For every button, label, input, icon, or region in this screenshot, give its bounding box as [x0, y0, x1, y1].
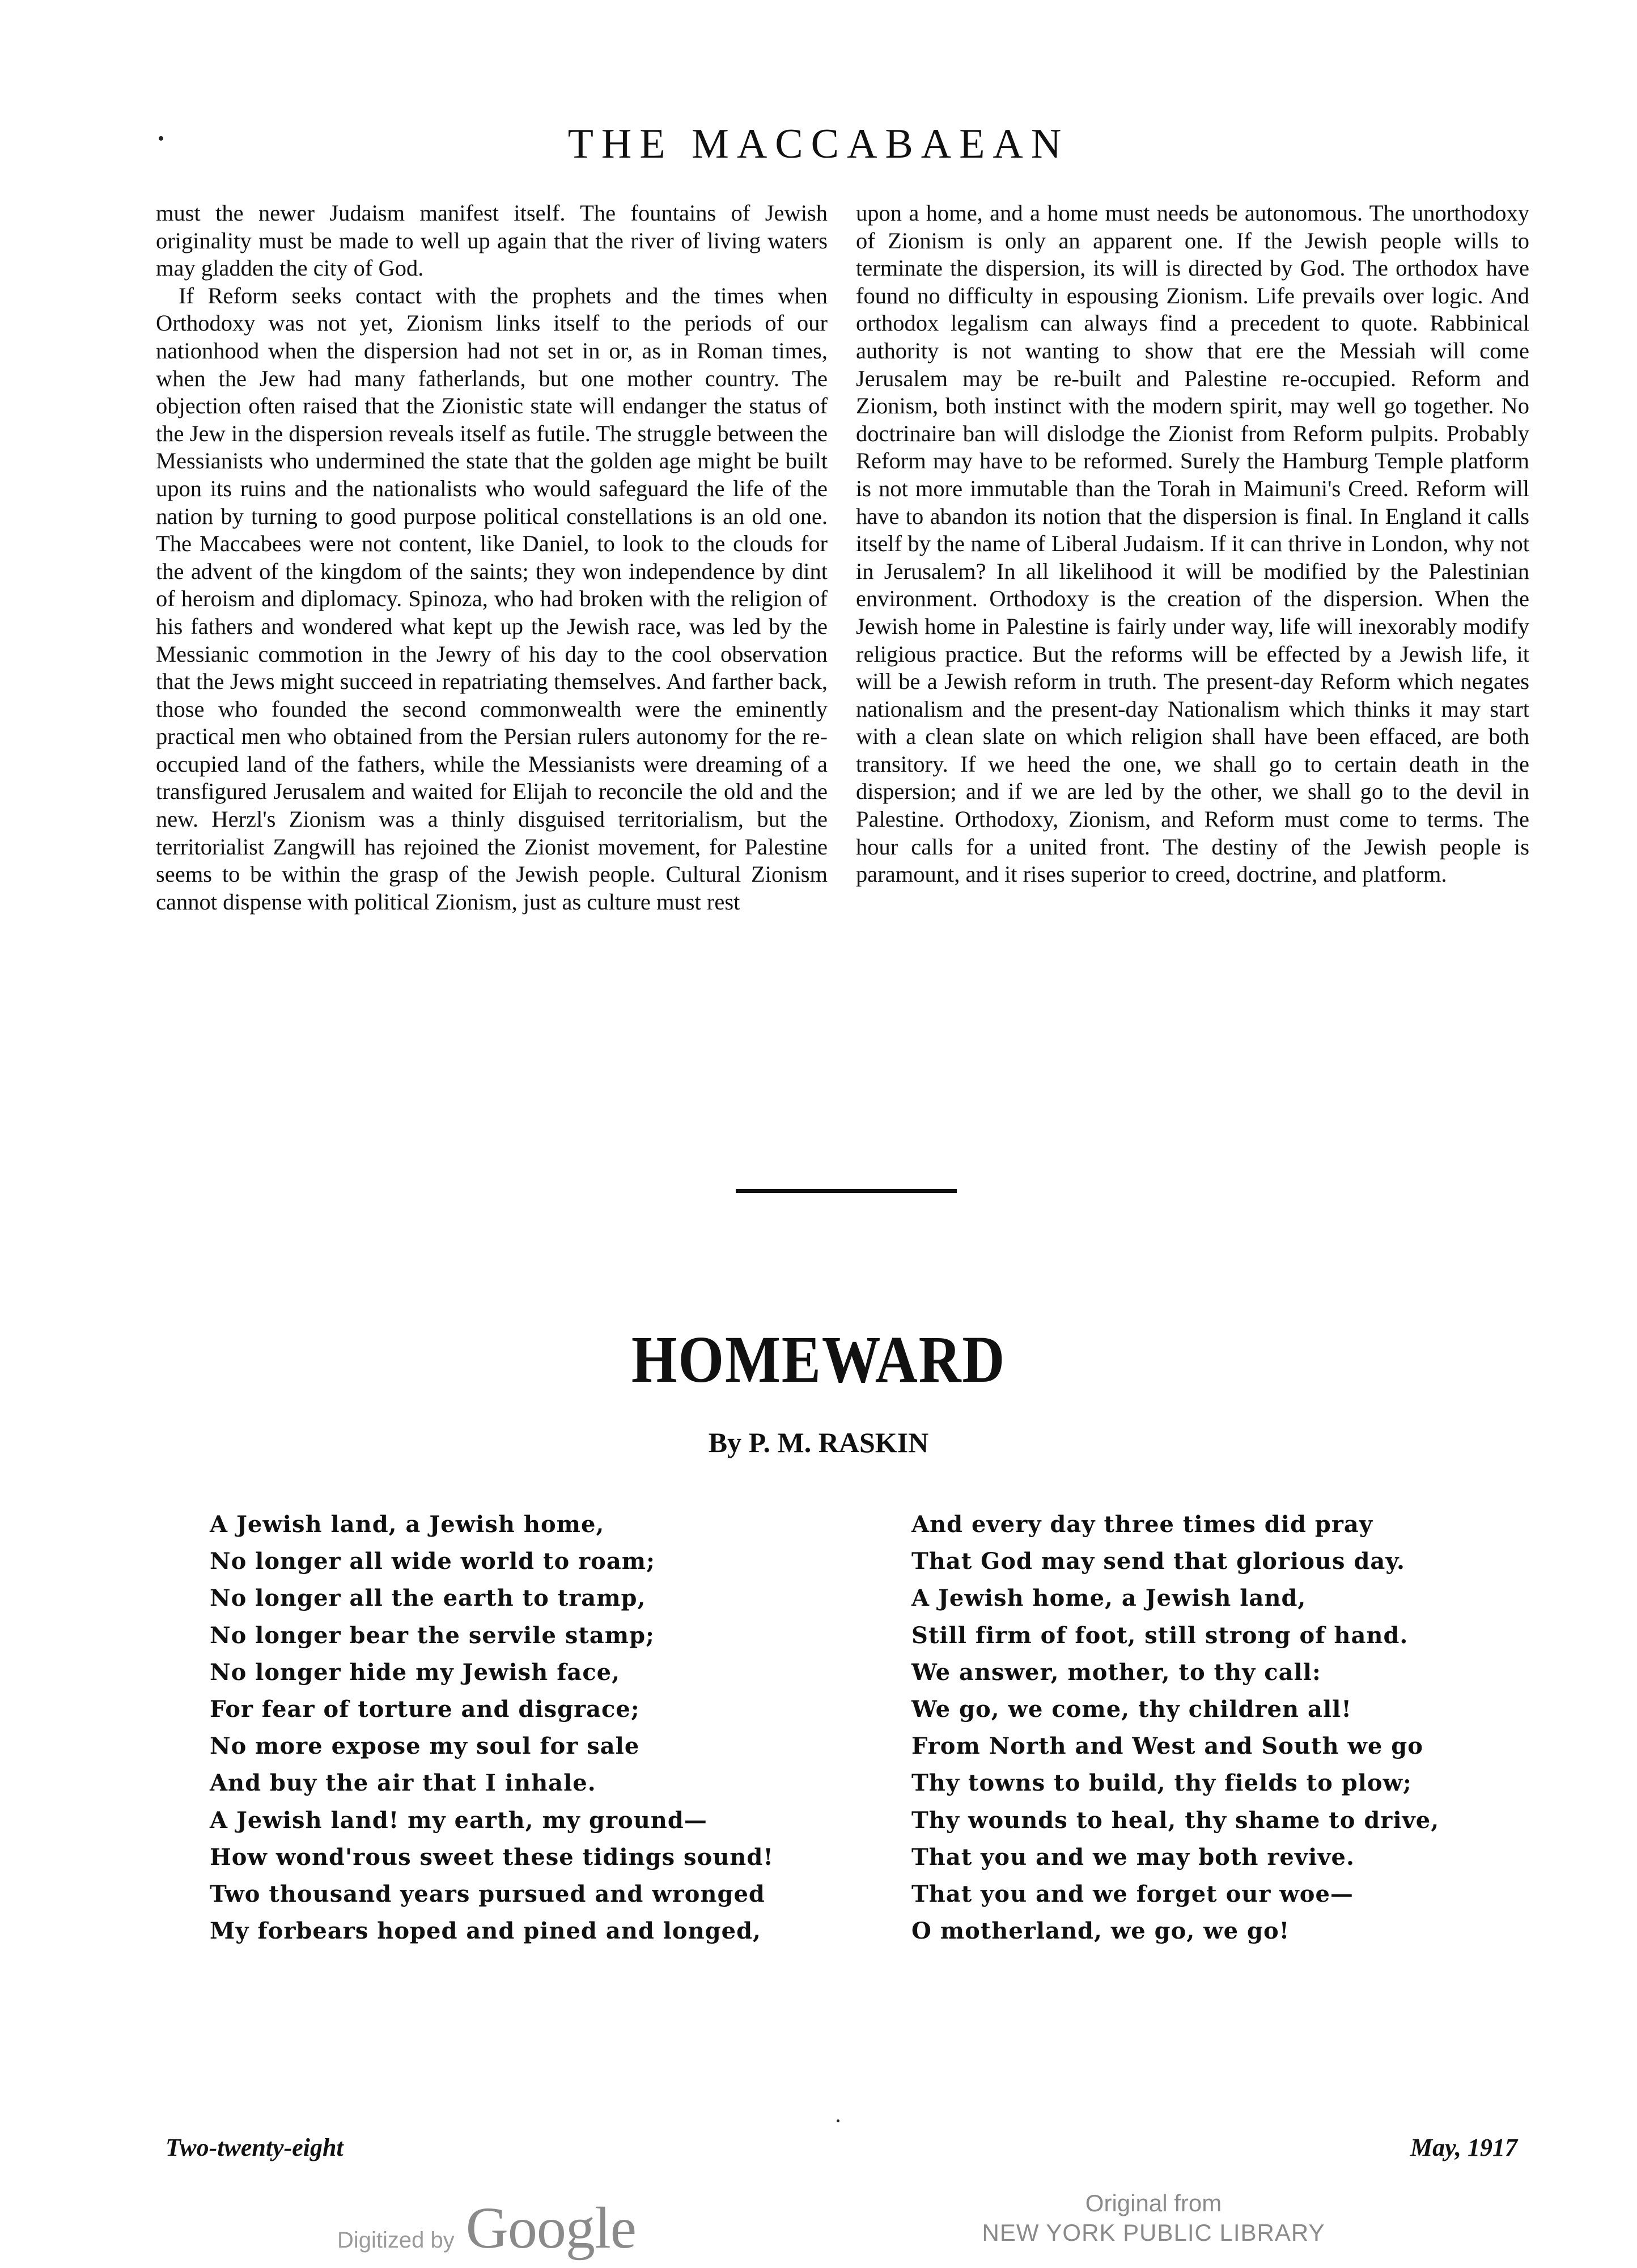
print-speck: [837, 2119, 839, 2122]
poem-line: Thy wounds to heal, thy shame to drive,: [911, 1806, 1440, 1834]
poem-line: Thy towns to build, thy fields to plow;: [911, 1770, 1412, 1797]
poem-line: How wond'rous sweet these tidings sound!: [210, 1843, 774, 1871]
article-left-column: [156, 200, 828, 916]
poem-line: No longer bear the servile stamp;: [210, 1622, 655, 1649]
library-name: NEW YORK PUBLIC LIBRARY: [982, 2219, 1325, 2246]
poem-right-stanza: [911, 1506, 1439, 1949]
original-from-watermark: [981, 2189, 1326, 2248]
article-paragraph: If Reform seeks contact with the prophets and the times when Orthodoxy was not yet, Zionism links itself to the periods of our nationhood when the dispersion had not set in or, as in Roman times, when the Jew had many fatherlands, but one mother country. The objection often raised that the Zionistic state will endanger the status of the Jew in the dispersion reveals itself as futile. The struggle between the Messianists who undermined the state that the golden age might be built upon its ruins and the nationalists who would safeguard the life of the nation by turning to good purpose political constellations is an old one. The Maccabees were not content, like Daniel, to look to the clouds for the advent of the kingdom of the saints; they won independence by dint of heroism and diplomacy. Spinoza, who had broken with the religion of his fathers and wondered what kept up the Jewish race, was led by the Messianic commotion in the Jewry of his day to the cool observation that the Jews might succeed in repatriating themselves. And farther back, those who founded the second commonwealth were the eminently practical men who obtained from the Persian rulers autonomy for the re-occupied land of the fathers, while the Messianists were dreaming of a transfigured Jerusalem and waited for Elijah to reconcile the old and the new. Herzl's Zionism was a thinly disguised territorialism, but the territorialist Zangwill has rejoined the Zionist movement, for Palestine seems to be within the grasp of the Jewish people. Cultural Zionism cannot dispense with political Zionism, just as culture must rest: [156, 282, 828, 915]
poem-line: A Jewish land! my earth, my ground—: [210, 1806, 707, 1834]
original-from-label: Original from: [1085, 2190, 1222, 2216]
poem-line: And every day three times did pray: [911, 1511, 1373, 1538]
poem-line: We answer, mother, to thy call:: [911, 1658, 1321, 1686]
page-number: Two-twenty-eight: [166, 2134, 343, 2161]
poem-line: That God may send that glorious day.: [911, 1548, 1405, 1575]
poem-line: No longer hide my Jewish face,: [210, 1658, 621, 1686]
poem-line: That you and we forget our woe—: [911, 1881, 1354, 1908]
poem-line: No more expose my soul for sale: [210, 1733, 640, 1760]
poem-line: No longer all wide world to roam;: [210, 1548, 655, 1575]
digitized-by-label: Digitized by: [337, 2228, 455, 2253]
issue-date: May, 1917: [1410, 2134, 1518, 2161]
poem-line: A Jewish home, a Jewish land,: [911, 1585, 1307, 1612]
poem-left-stanza: [210, 1506, 774, 1949]
poem-line: O motherland, we go, we go!: [911, 1918, 1290, 1945]
digitized-by-watermark: [337, 2194, 636, 2262]
poem-line: Two thousand years pursued and wronged: [210, 1881, 765, 1908]
google-logo: Google: [465, 2195, 636, 2261]
poem-byline: By P. M. RASKIN: [708, 1427, 929, 1458]
article-paragraph: upon a home, and a home must needs be autonomous. The unorthodoxy of Zionism is only an apparent one. If the Jewish people wills to terminate the dispersion, its will is directed by God. The orthodox have found no difficulty in espousing Zionism. Life prevails over logic. And orthodox legalism can always find a precedent to quote. Rabbinical authority is not wanting to show that ere the Messiah will come Jerusalem may be re-built and Palestine re-occupied. Reform and Zionism, both instinct with the modern spirit, may well go together. No doctrinaire ban will dislodge the Zionist from Reform pulpits. Probably Reform may have to be reformed. Surely the Hamburg Temple platform is not more immutable than the Torah in Maimuni's Creed. Reform will have to abandon its notion that the dispersion is final. In England it calls itself by the name of Liberal Judaism. If it can thrive in London, why not in Jerusalem? In all likelihood it will be modified by the Palestinian environment. Orthodoxy is the creation of the dispersion. When the Jewish home in Palestine is fairly under way, life will inexorably modify religious practice. But the reforms will be effected by a Jewish life, it will be a Jewish reform in truth. The present-day Reform which negates nationalism and the present-day Nationalism which thinks it may start with a clean slate on which religion shall have been effaced, are both transitory. If we heed the one, we shall go to certain death in the dispersion; and if we are led by the other, we shall go to the devil in Palestine. Orthodoxy, Zionism, and Reform must come to terms. The hour calls for a united front. The destiny of the Jewish people is paramount, and it rises superior to creed, doctrine, and platform.: [856, 200, 1529, 887]
article-paragraph: must the newer Judaism manifest itself. The fountains of Jewish originality must be made to well up again that the river of living waters may gladden the city of God.: [156, 200, 828, 281]
poem-line: Still firm of foot, still strong of hand.: [911, 1622, 1409, 1649]
poem-line: My forbears hoped and pined and longed,: [210, 1918, 761, 1945]
poem-line: From North and West and South we go: [911, 1733, 1423, 1760]
poem-line: For fear of torture and disgrace;: [210, 1696, 640, 1723]
running-title: THE MACCABAEAN: [567, 121, 1070, 167]
section-divider: [736, 1189, 957, 1193]
poem-line: That you and we may both revive.: [911, 1843, 1355, 1871]
poem-line: We go, we come, thy children all!: [911, 1696, 1352, 1723]
poem-line: And buy the air that I inhale.: [210, 1770, 596, 1797]
article-right-column: [856, 200, 1529, 888]
poem-title: HOMEWARD: [631, 1322, 1006, 1397]
poem-line: No longer all the earth to tramp,: [210, 1585, 646, 1612]
poem-line: A Jewish land, a Jewish home,: [210, 1511, 605, 1538]
